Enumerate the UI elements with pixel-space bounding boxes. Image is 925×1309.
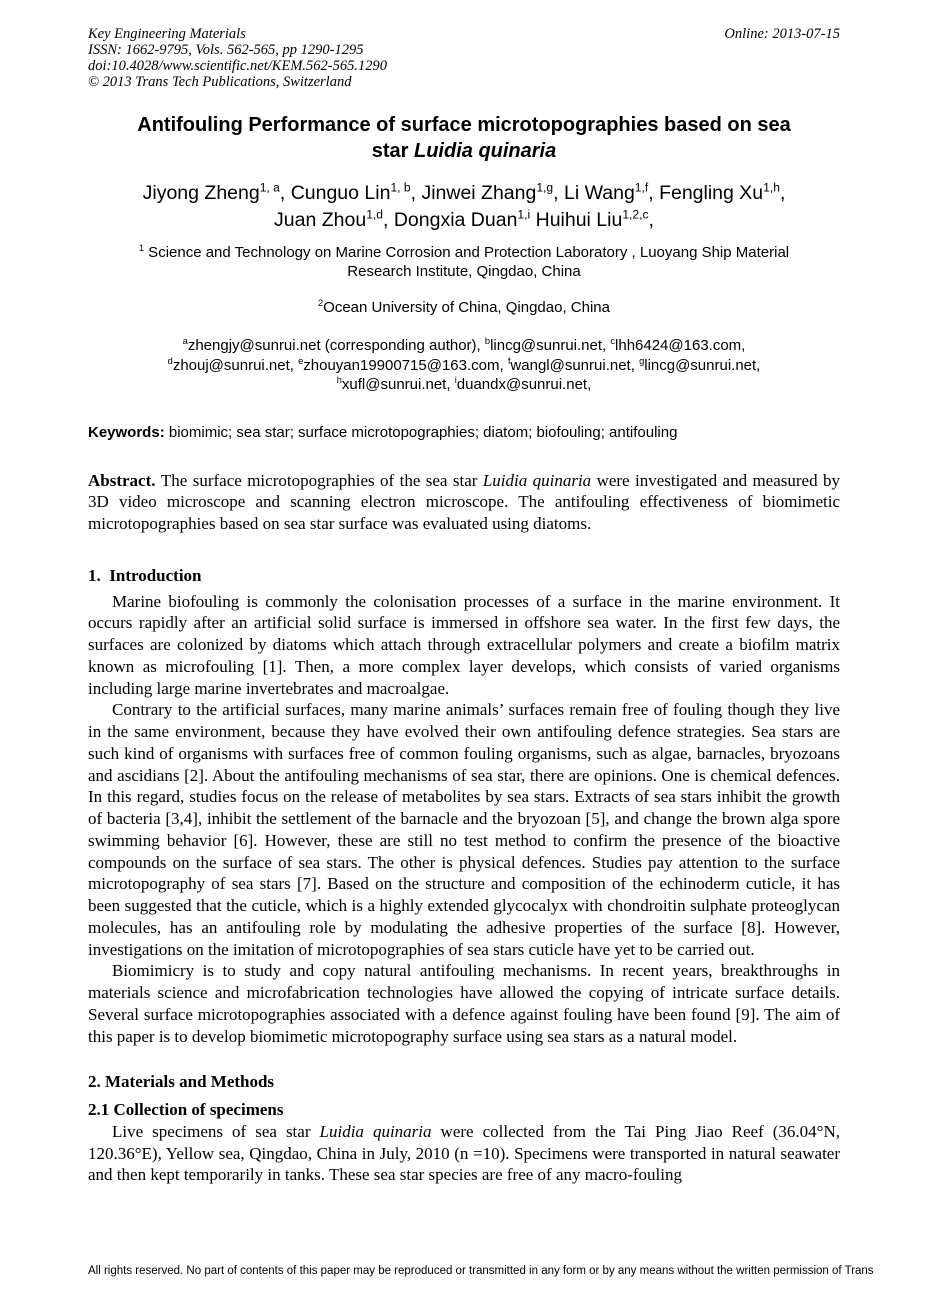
emails-line-1: $^a$zhengjy@sunrui.net (corresponding author), $^b$lincg@sunrui.net, $^c$lhh6424@163.com,: [182, 336, 746, 354]
journal-name: Key Engineering Materials: [88, 26, 246, 42]
emails-line-2: $^d$zhouj@sunrui.net, $^e$zhouyan19900715@163.com, $^f$wangl@sunrui.net, $^g$lincg@sunrui.net,: [167, 355, 761, 374]
journal-doi-line: doi:10.4028/www.scientific.net/KEM.562-565.1290: [88, 58, 387, 74]
affiliation-1: [88, 243, 840, 281]
affiliation-2: $^2$Ocean University of China, Qingdao, China: [318, 298, 610, 316]
methods-paragraph-1: Live specimens of sea star Luidia quinaria were collected from the Tai Ping Jiao Reef (36.04°N, 120.36°E), Yellow sea, Qingdao, China in July, 2010 (n =10). Specimens were transported in natural seawater and then kept temporarily in tanks. These sea star species are free of any macro-fouling: [88, 1121, 840, 1185]
author-line-2: Juan Zhou$^{1,d}$, Dongxia Duan$^{1,i}$ Huihui Liu$^{1,2,c}$,: [274, 207, 654, 231]
journal-copyright-line: © 2013 Trans Tech Publications, Switzerland: [88, 74, 352, 90]
journal-info-block: [88, 26, 387, 90]
section-1-heading: 1. Introduction: [88, 565, 202, 585]
author-emails: [88, 336, 840, 395]
intro-paragraph-1: Marine biofouling is commonly the colonisation processes of a surface in the marine environment. It occurs rapidly after an artificial solid surface is immersed in offshore sea water. In the first few days, the surfaces are colonized by diatoms which attach through extracellular polymers and create a biofilm matrix known as microfouling [1]. Then, a more complex layer develops, which consists of varied organisms including large marine invertebrates and macroalgae.: [88, 591, 840, 698]
emails-line-3: $^h$xufl@sunrui.net, $^i$duandx@sunrui.net,: [336, 375, 592, 393]
paper-title-line-2: star Luidia quinaria: [371, 140, 557, 162]
intro-paragraph-2: Contrary to the artificial surfaces, many marine animals’ surfaces remain free of fouling though they live in the same environment, because they have evolved their own antifouling defence strategies. Sea stars are such kind of organisms with surfaces free of common fouling organisms, such as algae, barnacles, bryozoans and ascidians [2]. About the antifouling mechanisms of sea star, there are opinions. One is chemical defences. In this regard, studies focus on the release of metabolites by sea stars. Extracts of sea stars inhibit the growth of bacteria [3,4], inhibit the settlement of the barnacle and the bryozoan [5], and change the brown alga spore swimming behavior [6]. However, these are still no test method to confirm the presence of the bioactive compounds on the surface of sea stars. The other is physical defences. Studies pay attention to the surface microtopography of sea stars [7]. Based on the structure and composition of the echinoderm cuticle, it has been suggested that the cuticle, which is a highly extended glycocalyx with chondroitin sulphate proteoglycan molecules, has an antifouling role by modulating the adhesive properties of the surface [8]. However, investigations on the imitation of microtopographies of sea stars cuticle have yet to be carried out.: [88, 700, 840, 959]
journal-issn-line: ISSN: 1662-9795, Vols. 562-565, pp 1290-1295: [88, 42, 364, 58]
section-2-heading: 2. Materials and Methods: [88, 1072, 275, 1092]
intro-paragraph-3: Biomimicry is to study and copy natural antifouling mechanisms. In recent years, breakthroughs in materials science and microfabrication technologies have allowed the copying of intricate surface details. Several surface microtopographies associated with a defence against fouling have been found [9]. The aim of this paper is to develop biomimetic microtopography surface using sea stars as a natural model.: [88, 961, 840, 1046]
affiliation-1-line-1: $^1$ Science and Technology on Marine Corrosion and Protection Laboratory , Luoyang Ship Material: [138, 243, 790, 261]
online-date: Online: 2013-07-15: [724, 26, 840, 42]
paper-title: [88, 112, 840, 164]
journal-header: [88, 26, 840, 90]
rights-notice: All rights reserved. No part of contents of this paper may be reproduced or transmitted in any form or by any means without the written permission of Trans: [88, 1265, 874, 1277]
affiliation-1-line-2: Research Institute, Qingdao, China: [347, 263, 581, 280]
keywords-line: Keywords: biomimic; sea star; surface microtopographies; diatom; biofouling; antifouling: [88, 423, 678, 441]
paper-title-line-1: Antifouling Performance of surface microtopographies based on sea: [137, 114, 791, 136]
abstract-paragraph: Abstract. The surface microtopographies of the sea star Luidia quinaria were investigated and measured by 3D video microscope and scanning electron microscope. The antifouling effectiveness of biomimetic microtopographies based on sea star surface was evaluated using diatoms.: [88, 470, 840, 533]
author-list: [88, 180, 840, 234]
section-2-1-heading: 2.1 Collection of specimens: [88, 1100, 284, 1119]
author-line-1: Jiyong Zheng$^{1, a}$, Cunguo Lin$^{1, b}$, Jinwei Zhang$^{1,g}$, Li Wang$^{1,f}$, Fengling Xu$^{1,h}$,: [142, 180, 786, 204]
